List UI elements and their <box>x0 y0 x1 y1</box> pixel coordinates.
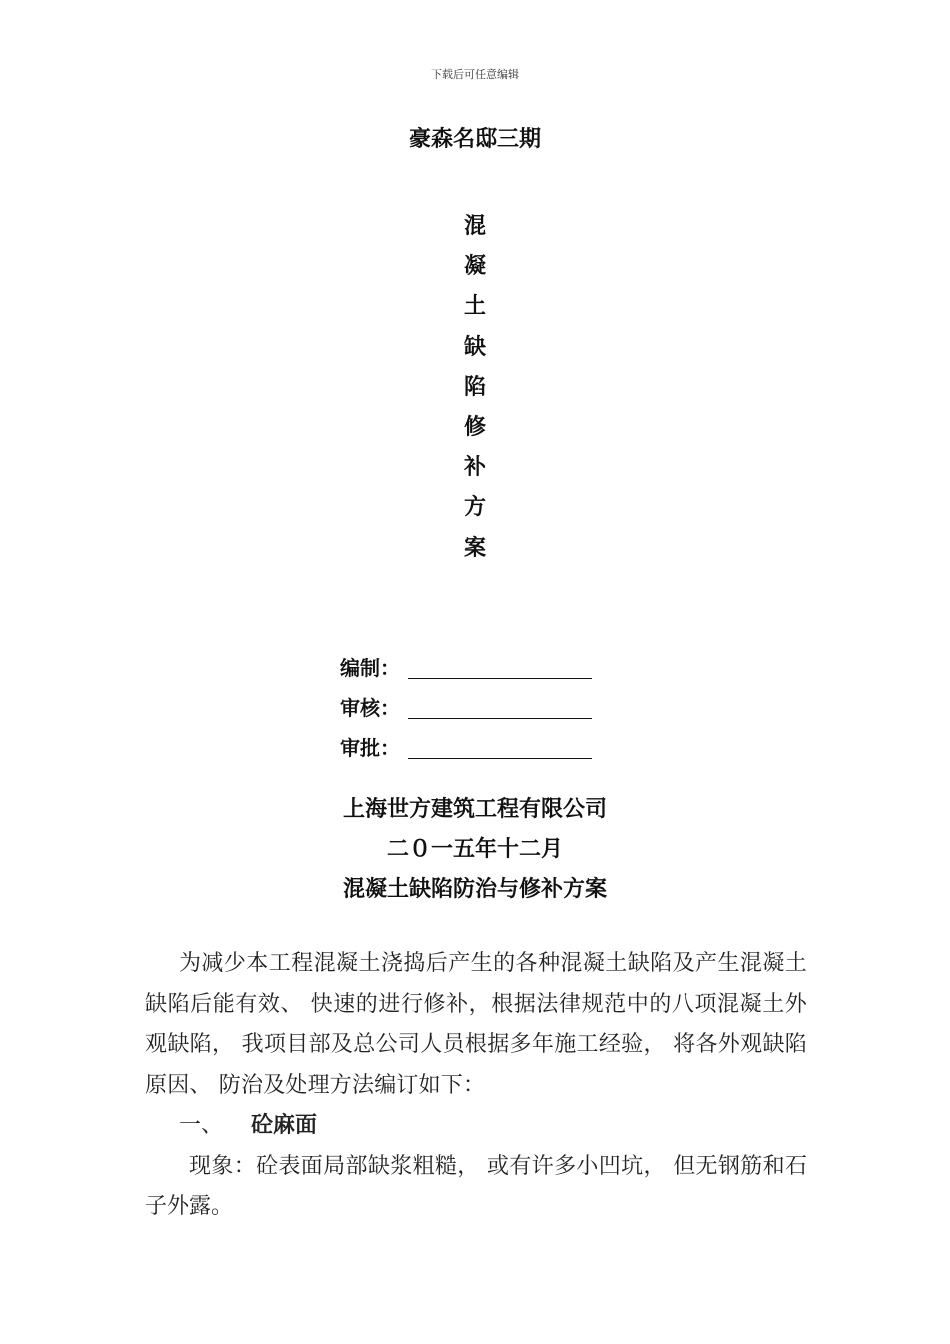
vertical-title-char: 凝 <box>463 254 486 280</box>
vertical-title-char: 修 <box>463 414 486 440</box>
signature-block <box>340 646 600 766</box>
download-note: 下载后可任意编辑 <box>431 68 519 81</box>
signature-line <box>408 698 592 719</box>
signature-row-review <box>340 686 600 726</box>
document-date: 二０一五年十二月 <box>386 837 563 862</box>
signature-line <box>408 738 592 759</box>
vertical-title-char: 混 <box>463 214 486 239</box>
signature-row-approve <box>340 726 600 766</box>
signature-line <box>408 658 592 679</box>
section-title: 砼麻面 <box>251 1113 318 1138</box>
vertical-title-char: 案 <box>463 535 486 561</box>
vertical-title-char: 方 <box>463 495 486 521</box>
signature-label: 审批： <box>340 735 400 760</box>
document-heading: 混凝土缺陷防治与修补方案 <box>342 877 607 902</box>
signature-row-compile <box>340 646 600 686</box>
vertical-title-char: 土 <box>463 294 486 320</box>
signature-label: 审核： <box>340 695 400 720</box>
section-heading <box>145 1106 807 1147</box>
vertical-title-char: 陷 <box>463 374 486 400</box>
phenomenon-paragraph: 现象：砼表面局部缺浆粗糙， 或有许多小凹坑， 但无钢筋和石子外露。 <box>145 1153 807 1219</box>
vertical-title-char: 缺 <box>463 334 486 360</box>
project-name: 豪森名邸三期 <box>408 127 541 152</box>
signature-label: 编制： <box>340 655 400 680</box>
intro-paragraph: 为减少本工程混凝土浇捣后产生的各种混凝土缺陷及产生混凝土缺陷后能有效、 快速的进行修补，根据法律规范中的八项混凝土外观缺陷， 我项目部及总公司人员根据多年施工经验， 将各外观缺陷原因、 防治及处理方法编订如下： <box>145 951 807 1098</box>
vertical-title-char: 补 <box>463 455 486 481</box>
company-name: 上海世方建筑工程有限公司 <box>342 797 607 822</box>
section-number: 一、 <box>179 1113 224 1138</box>
body-text <box>145 944 807 1228</box>
vertical-title <box>455 207 495 569</box>
